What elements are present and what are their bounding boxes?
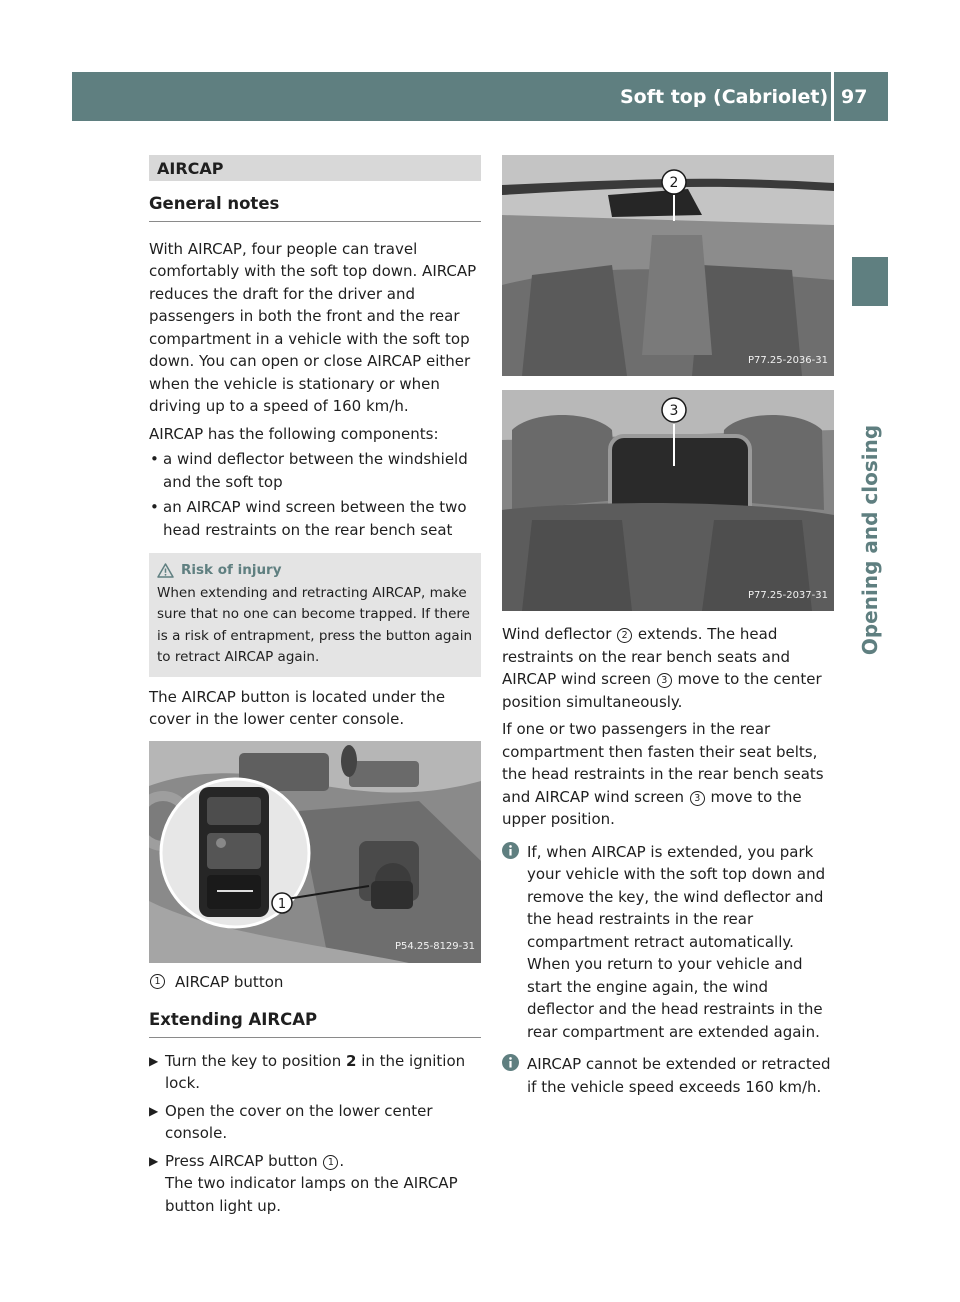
warning-box [149, 553, 481, 677]
callout-number: 3 [657, 673, 672, 688]
step-arrow-icon: ▶ [149, 1153, 159, 1168]
paragraph-seat-belts: If one or two passengers in the rear compartment then fasten their seat belts, the head restraints in the rear bench seats and AIRCAP wind screen 3 move to the upper position. [502, 720, 824, 828]
step-arrow-icon: ▶ [149, 1053, 159, 1068]
callout-3: 3 [669, 403, 679, 419]
image-reference-code: P77.25-2037-31 [747, 589, 828, 601]
info-icon [502, 1054, 519, 1071]
callout-1: 1 [277, 896, 287, 912]
page-header-title: Soft top (Cabriolet) [620, 86, 829, 108]
bullet-icon: • [150, 498, 159, 516]
paragraph-components: AIRCAP has the following components: [149, 424, 439, 443]
callout-2: 2 [669, 175, 679, 191]
step-item: ▶ Press AIRCAP button 1 . The two indicator lamps on the AIRCAP button light up. [149, 1150, 481, 1218]
bullet-icon: • [150, 450, 159, 468]
step-result: The two indicator lamps on the AIRCAP button light up. [165, 1174, 458, 1215]
figure-caption: 1 AIRCAP button [149, 971, 481, 994]
section-heading-aircap: AIRCAP [149, 155, 481, 181]
info-icon [502, 842, 519, 859]
callout-number: 3 [690, 791, 705, 806]
page-number: 97 [841, 86, 868, 108]
photo-wind-deflector [502, 155, 834, 376]
callout-number: 2 [617, 628, 632, 643]
left-column [149, 155, 481, 1217]
image-reference-code: P77.25-2036-31 [747, 354, 828, 366]
photo-center-console [149, 741, 481, 963]
callout-number: 1 [150, 974, 165, 989]
info-note: AIRCAP cannot be extended or retracted if the vehicle speed exceeds 160 km/h. [502, 1053, 834, 1098]
side-tab-marker [852, 257, 888, 306]
right-column [502, 155, 834, 1098]
side-tab-label: Opening and closing [858, 424, 882, 656]
paragraph-intro: With AIRCAP, four people can travel comfortably with the soft top down. AIRCAP reduces the draft for the driver and passengers in both the front and the rear compartment in a vehicle with the soft top down. You can open or close AIRCAP either when the vehicle is stationary or when driving up to a speed of 160 km/h. [149, 239, 477, 415]
image-reference-code: P54.25-8129-31 [394, 941, 475, 952]
step-item: ▶ Turn the key to position 2 in the ignition lock. [149, 1051, 466, 1092]
list-item: • a wind deflector between the windshield and the soft top [150, 450, 468, 491]
warning-title: Risk of injury [181, 562, 282, 578]
warning-triangle-icon [157, 563, 174, 578]
header-separator [831, 72, 834, 121]
subheading-general-notes: General notes [149, 193, 481, 222]
paragraph-button-location: The AIRCAP button is located under the cover in the lower center console. [149, 687, 446, 728]
wind-screen-illustration [502, 390, 834, 611]
photo-wind-screen [502, 390, 834, 611]
subheading-extending-aircap: Extending AIRCAP [149, 1009, 481, 1038]
step-item: ▶ Open the cover on the lower center console. [149, 1101, 433, 1142]
info-note: If, when AIRCAP is extended, you park your vehicle with the soft top down and remove the key, the wind deflector and the head restraints in the rear compartment retract automatically. When you return to your vehicle and start the engine again, the wind deflector and the head restraints in the rear compartment are extended again. [502, 841, 834, 1044]
list-item: • an AIRCAP wind screen between the two head restraints on the rear bench seat [150, 498, 467, 539]
center-console-illustration [149, 741, 481, 963]
paragraph-wind-deflector-extends: Wind deflector 2 extends. The head restraints on the rear bench seats and AIRCAP wind screen 3 move to the center position simultaneously. [502, 625, 822, 711]
warning-text: When extending and retracting AIRCAP, make sure that no one can become trapped. If there is a risk of entrapment, press the button again to retract AIRCAP again. [157, 584, 472, 665]
callout-number: 1 [323, 1155, 338, 1170]
step-arrow-icon: ▶ [149, 1103, 159, 1118]
wind-deflector-illustration [502, 155, 834, 376]
